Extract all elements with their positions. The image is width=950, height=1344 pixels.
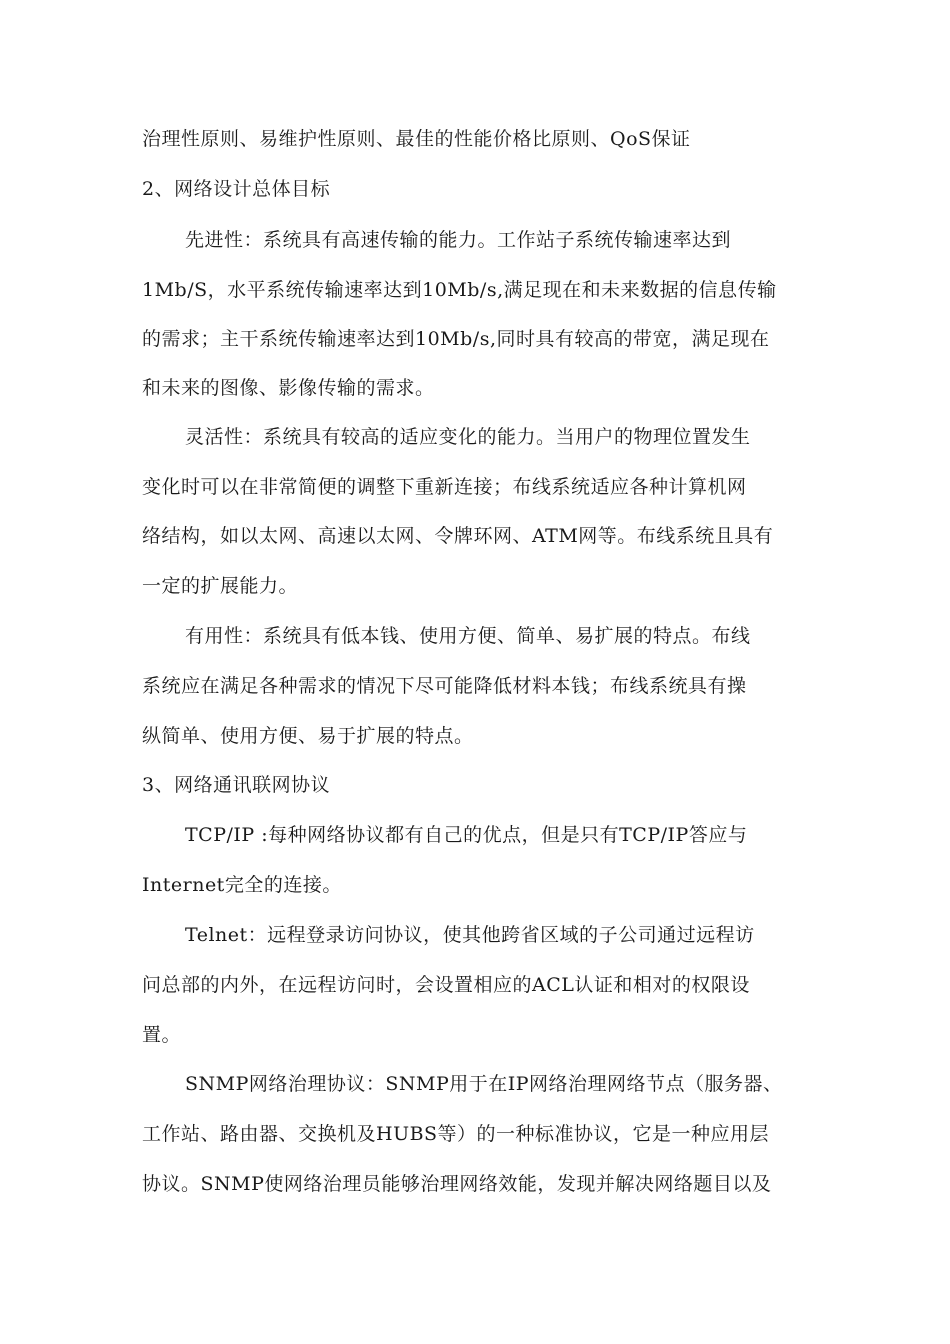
paragraph-line: 纵简单、使用方便、易于扩展的特点。 bbox=[142, 725, 474, 747]
paragraph-line: 问总部的内外，在远程访问时，会设置相应的ACL认证和相对的权限设 bbox=[142, 974, 750, 996]
paragraph-line: TCP/IP :每种网络协议都有自己的优点，但是只有TCP/IP答应与 bbox=[185, 824, 748, 846]
paragraph-line: SNMP网络治理协议：SNMP用于在IP网络治理网络节点（服务器、 bbox=[185, 1073, 783, 1095]
paragraph-line: 系统应在满足各种需求的情况下尽可能降低材料本钱；布线系统具有操 bbox=[142, 675, 747, 697]
section-heading: 3、网络通讯联网协议 bbox=[142, 774, 331, 796]
paragraph-line: 的需求；主干系统传输速率达到10Mb/s,同时具有较高的带宽，满足现在 bbox=[142, 328, 770, 350]
paragraph-line: 和未来的图像、影像传输的需求。 bbox=[142, 377, 435, 399]
paragraph-line: 置。 bbox=[142, 1024, 182, 1046]
paragraph-line: 先进性：系统具有高速传输的能力。工作站子系统传输速率达到 bbox=[185, 229, 732, 251]
paragraph-line: Internet完全的连接。 bbox=[142, 874, 342, 896]
paragraph-line: 灵活性：系统具有较高的适应变化的能力。当用户的物理位置发生 bbox=[185, 426, 751, 448]
paragraph-line: Telnet：远程登录访问协议，使其他跨省区域的子公司通过远程访 bbox=[185, 924, 755, 946]
paragraph-line: 协议。SNMP使网络治理员能够治理网络效能，发现并解决网络题目以及 bbox=[142, 1173, 772, 1195]
paragraph-line: 一定的扩展能力。 bbox=[142, 575, 299, 597]
paragraph-line: 络结构，如以太网、高速以太网、令牌环网、ATM网等。布线系统且具有 bbox=[142, 525, 774, 547]
paragraph-line: 有用性：系统具有低本钱、使用方便、简单、易扩展的特点。布线 bbox=[185, 625, 751, 647]
paragraph-line: 工作站、路由器、交换机及HUBS等）的一种标准协议，它是一种应用层 bbox=[142, 1123, 770, 1145]
paragraph-line: 1Mb/S，水平系统传输速率达到10Mb/s,满足现在和未来数据的信息传输 bbox=[142, 279, 777, 301]
paragraph-line: 变化时可以在非常简便的调整下重新连接；布线系统适应各种计算机网 bbox=[142, 476, 747, 498]
section-heading: 2、网络设计总体目标 bbox=[142, 178, 331, 200]
text-line: 治理性原则、易维护性原则、最佳的性能价格比原则、QoS保证 bbox=[142, 128, 691, 150]
